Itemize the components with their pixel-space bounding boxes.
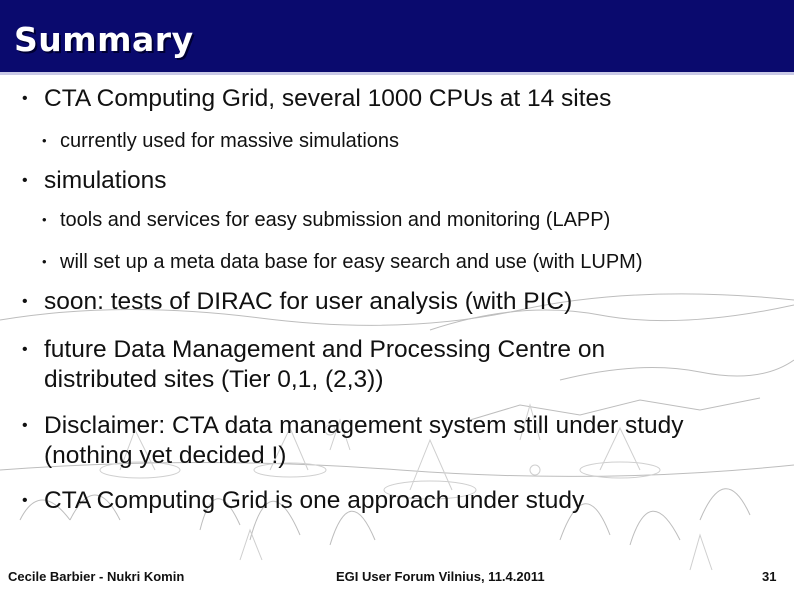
sub-bullet-text: currently used for massive simulations <box>60 130 400 152</box>
bullet-marker: • <box>22 90 28 107</box>
bullet-text: CTA Computing Grid, several 1000 CPUs at 14 sites <box>44 85 612 112</box>
sub-bullet-text: tools and services for easy submission and monitoring (LAPP) <box>60 209 611 231</box>
bullet-text: soon: tests of DIRAC for user analysis (with PIC) <box>44 288 573 315</box>
sub-bullet-text: will set up a meta data base for easy search and use (with LUPM) <box>60 251 643 273</box>
bullet-marker: • <box>22 172 28 189</box>
slide-title: Summary <box>14 20 194 59</box>
bullet-text-continued: distributed sites (Tier 0,1, (2,3)) <box>44 366 384 393</box>
bullet-marker: • <box>22 293 28 310</box>
sub-bullet-marker: • <box>42 133 47 148</box>
bullet-text: simulations <box>44 167 167 194</box>
page-number: 31 <box>762 569 777 584</box>
bullet-marker: • <box>22 341 28 358</box>
bullet-text-continued: (nothing yet decided !) <box>44 442 287 469</box>
sub-bullet-marker: • <box>42 254 47 269</box>
sub-bullet-marker: • <box>42 212 47 227</box>
bullet-text: Disclaimer: CTA data management system still under study <box>44 412 684 439</box>
footer-event: EGI User Forum Vilnius, 11.4.2011 <box>336 569 545 584</box>
bullet-marker: • <box>22 492 28 509</box>
bullet-text: future Data Management and Processing Centre on <box>44 336 606 363</box>
bullet-text: CTA Computing Grid is one approach under study <box>44 487 585 514</box>
bullet-marker: • <box>22 417 28 434</box>
footer-authors: Cecile Barbier - Nukri Komin <box>8 569 185 584</box>
